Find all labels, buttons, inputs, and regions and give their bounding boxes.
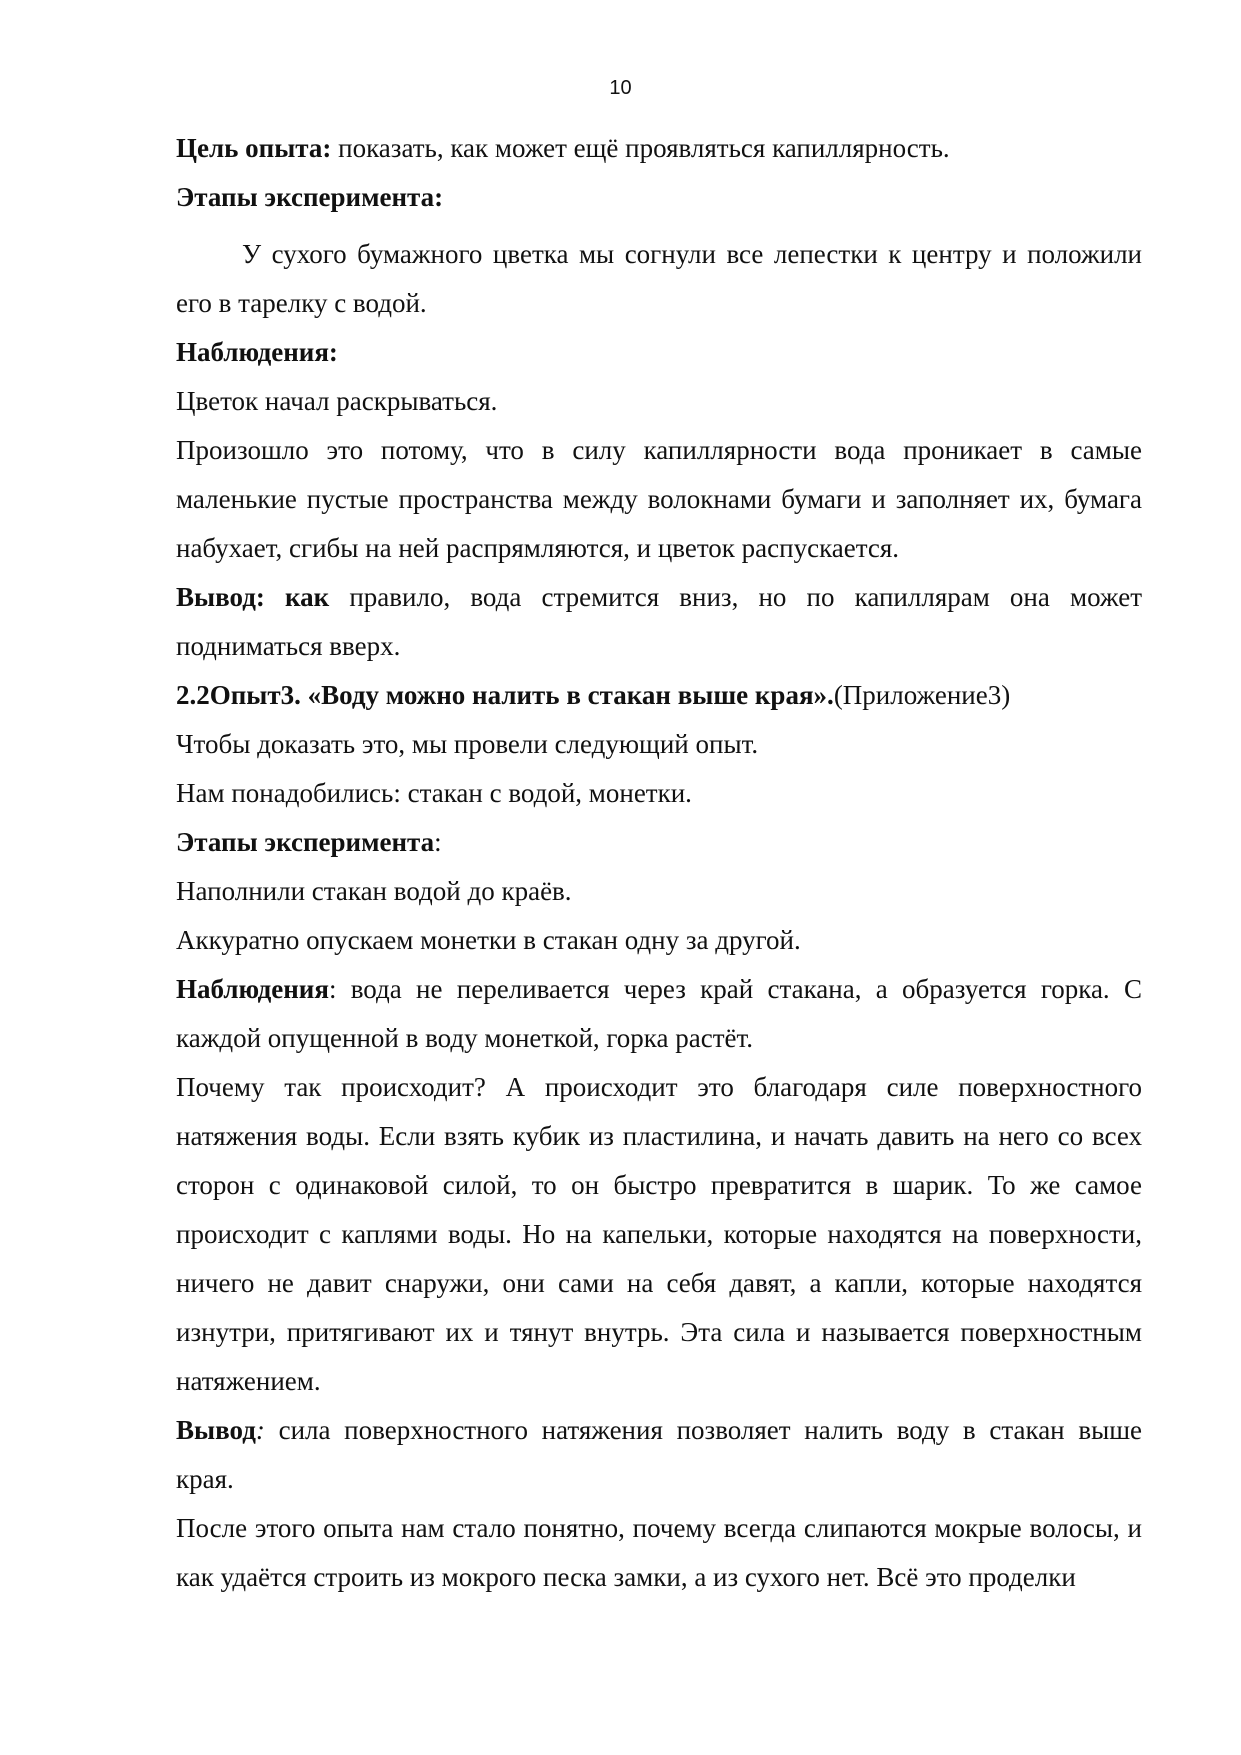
conclusion-label-1: Вывод: как bbox=[176, 582, 330, 612]
paragraph-step-2 bbox=[176, 916, 1142, 965]
page-number: 10 bbox=[609, 77, 632, 99]
paragraph-goal bbox=[176, 124, 1142, 173]
observations-label: Наблюдения: bbox=[176, 337, 338, 367]
step-text-2: Аккуратно опускаем монетки в стакан одну за другой. bbox=[176, 925, 801, 955]
conclusion-text-1: правило, вода стремится вниз, но по капиллярам она может подниматься вверх. bbox=[176, 582, 1142, 661]
paragraph-closing bbox=[176, 1504, 1142, 1602]
explanation-text-2: Почему так происходит? А происходит это благодаря силе поверхностного натяжения воды. Если взять кубик из пластилина, и начать давить на него со всех сторон с одинаковой силой, то он быстро превратится в шарик. То же самое происходит с каплями воды. Но на капельки, которые находятся на поверхности, ничего не давит снаружи, они сами на себя давят, а капли, которые находятся изнутри, притягивают их и тянут внутрь. Эта сила и называется поверхностным натяжением. bbox=[176, 1072, 1142, 1396]
paragraph-observations-heading bbox=[176, 328, 1142, 377]
explanation-text-1: Произошло это потому, что в силу капиллярности вода проникает в самые маленькие пустые пространства между волокнами бумаги и заполняет их, бумага набухает, сгибы на ней распрямляются, и цветок распускается. bbox=[176, 435, 1142, 563]
conclusion-text-2: сила поверхностного натяжения позволяет налить воду в стакан выше края. bbox=[176, 1415, 1142, 1494]
paragraph-intro bbox=[176, 720, 1142, 769]
step-text-1: Наполнили стакан водой до краёв. bbox=[176, 876, 572, 906]
materials-text: Нам понадобились: стакан с водой, монетки. bbox=[176, 778, 692, 808]
goal-label: Цель опыта: bbox=[176, 133, 332, 163]
stages-label-2: Этапы эксперимента bbox=[176, 827, 435, 857]
stages-label-1: Этапы эксперимента: bbox=[176, 182, 444, 212]
paragraph-materials bbox=[176, 769, 1142, 818]
conclusion-label-2: Вывод bbox=[176, 1415, 256, 1445]
goal-text: показать, как может ещё проявляться капиллярность. bbox=[331, 133, 950, 163]
paragraph-step-1 bbox=[176, 867, 1142, 916]
paragraph-observation-2 bbox=[176, 965, 1142, 1063]
paragraph-explanation-2 bbox=[176, 1063, 1142, 1406]
observations-label-2: Наблюдения bbox=[176, 974, 329, 1004]
page-body bbox=[176, 124, 1142, 1602]
paragraph-experiment-3-heading bbox=[176, 671, 1142, 720]
paragraph-conclusion-2 bbox=[176, 1406, 1142, 1504]
paragraph-conclusion-1 bbox=[176, 573, 1142, 671]
observation-text-2: : вода не переливается через край стакана, а образуется горка. С каждой опущенной в воду монеткой, горка растёт. bbox=[176, 974, 1142, 1053]
closing-text: После этого опыта нам стало понятно, почему всегда слипаются мокрые волосы, и как удаётся строить из мокрого песка замки, а из сухого нет. Всё это проделки bbox=[176, 1513, 1142, 1592]
experiment-3-title: 2.2Опыт3. «Воду можно налить в стакан выше края». bbox=[176, 680, 834, 710]
intro-text: Чтобы доказать это, мы провели следующий опыт. bbox=[176, 729, 759, 759]
paragraph-stages-heading-1 bbox=[176, 173, 1142, 222]
paragraph-observation-1 bbox=[176, 377, 1142, 426]
paragraph-explanation-1 bbox=[176, 426, 1142, 573]
conclusion-colon-2: : bbox=[255, 1415, 265, 1445]
paragraph-stages-heading-2 bbox=[176, 818, 1142, 867]
paragraph-stages-text-1 bbox=[176, 230, 1142, 328]
stages-colon-2: : bbox=[434, 827, 442, 857]
observation-text-1: Цветок начал раскрываться. bbox=[176, 386, 498, 416]
stages-text-1: У сухого бумажного цветка мы согнули все лепестки к центру и положили его в тарелку с водой. bbox=[176, 239, 1142, 318]
appendix-reference: (Приложение3) bbox=[833, 680, 1011, 710]
